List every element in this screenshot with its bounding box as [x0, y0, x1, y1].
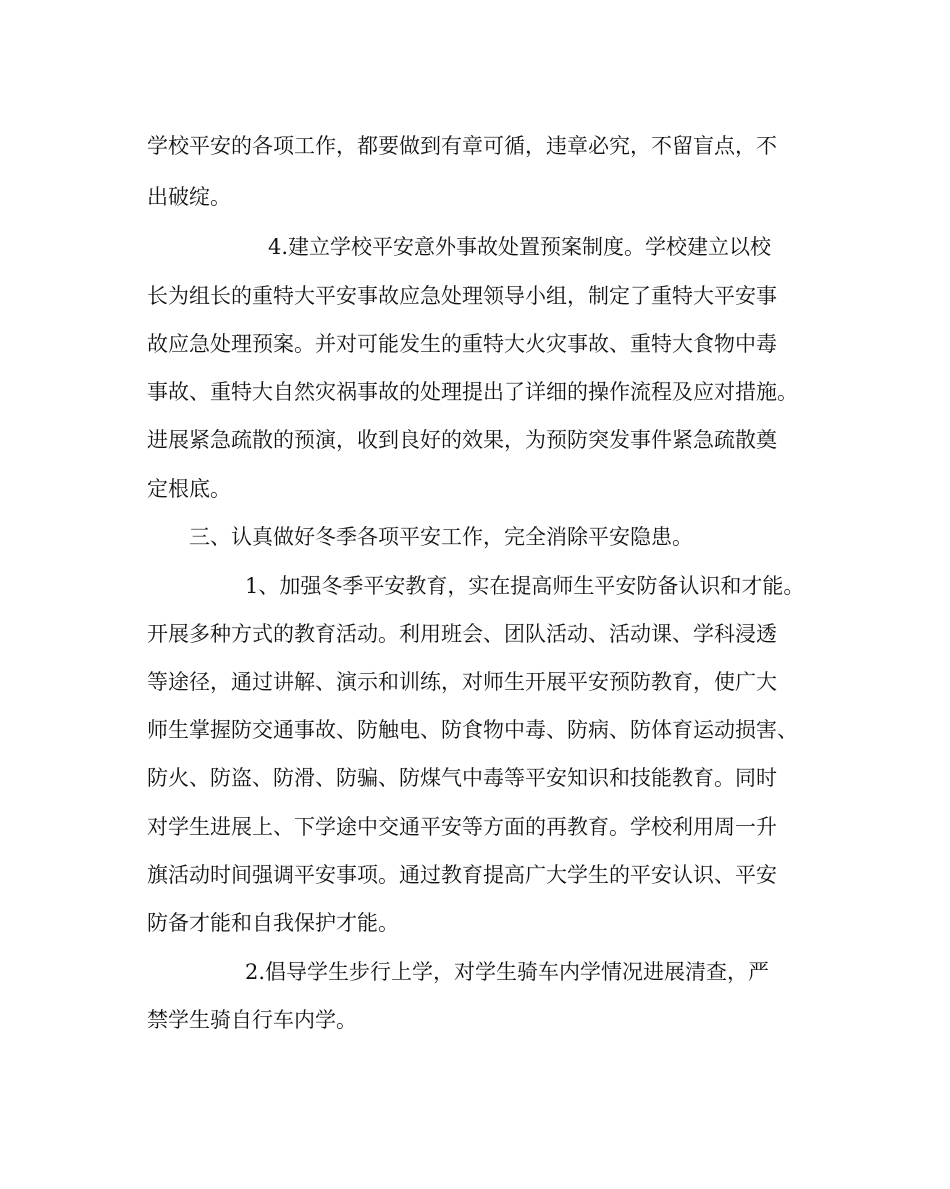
text-line: 出破绽。	[147, 185, 231, 209]
paragraph-heading: 2.倡导学生步行上学，对学生骑车内学情况进展清查，严	[245, 960, 770, 984]
paragraph-heading: 1、加强冬季平安教育，实在提高师生平安防备认识和才能。	[245, 574, 805, 598]
text-line: 等途径，通过讲解、演示和训练，对师生开展平安预防教育，使广大	[147, 670, 777, 694]
text-line: 禁学生骑自行车内学。	[147, 1008, 357, 1032]
paragraph-heading: 4.建立学校平安意外事故处置预案制度。学校建立以校	[268, 235, 772, 259]
text-line: 防火、防盗、防滑、防骗、防煤气中毒等平安知识和技能教育。同时	[147, 766, 777, 790]
text-line: 旗活动时间强调平安事项。通过教育提高广大学生的平安认识、平安	[147, 863, 777, 887]
section-heading: 三、认真做好冬季各项平安工作，完全消除平安隐患。	[189, 525, 693, 549]
text-line: 师生掌握防交通事故、防触电、防食物中毒、防病、防体育运动损害、	[147, 718, 798, 742]
text-line: 故应急处理预案。并对可能发生的重特大火灾事故、重特大食物中毒	[147, 332, 777, 356]
text-line: 事故、重特大自然灾祸事故的处理提出了详细的操作流程及应对措施。	[147, 380, 798, 404]
text-line: 开展多种方式的教育活动。利用班会、团队活动、活动课、学科浸透	[147, 622, 777, 646]
text-line: 防备才能和自我保护才能。	[147, 911, 399, 935]
text-line: 进展紧急疏散的预演，收到良好的效果，为预防突发事件紧急疏散奠	[147, 428, 777, 452]
text-line: 对学生进展上、下学途中交通平安等方面的再教育。学校利用周一升	[147, 815, 777, 839]
text-line: 学校平安的各项工作，都要做到有章可循，违章必究，不留盲点，不	[147, 134, 777, 158]
text-line: 长为组长的重特大平安事故应急处理领导小组，制定了重特大平安事	[147, 284, 777, 308]
text-line: 定根底。	[147, 477, 231, 501]
